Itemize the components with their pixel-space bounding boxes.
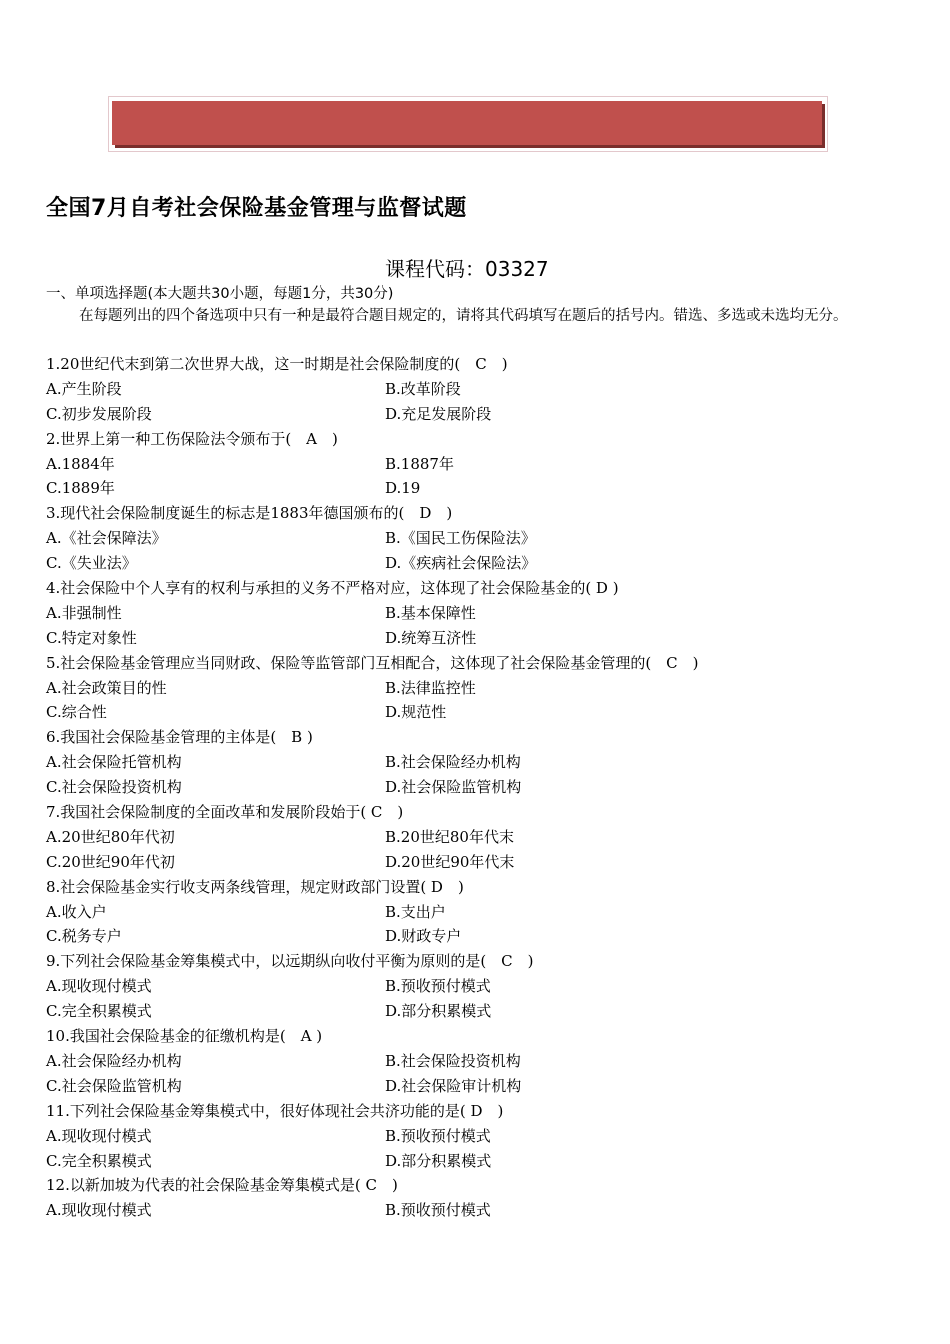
- question-stem: 8.社会保险基金实行收支两条线管理，规定财政部门设置( D ): [46, 877, 464, 896]
- question-stem: 5.社会保险基金管理应当同财政、保险等监管部门互相配合，这体现了社会保险基金管理的( C ): [46, 653, 699, 672]
- option-row: [46, 924, 906, 949]
- question-list: [46, 352, 906, 1223]
- option-row: [46, 999, 906, 1024]
- option-row: [46, 626, 906, 651]
- option-row: [46, 750, 906, 775]
- answer-option: C.《失业法》: [46, 554, 137, 573]
- answer-option: A.非强制性: [46, 603, 122, 622]
- question-stem: 11.下列社会保险基金筹集模式中，很好体现社会共济功能的是( D ): [46, 1101, 504, 1120]
- answer-option: D.20世纪90年代末: [385, 852, 515, 871]
- answer-option: A.社会政策目的性: [46, 678, 167, 697]
- answer-option: A.收入户: [46, 902, 107, 921]
- answer-option: C.社会保险投资机构: [46, 778, 182, 797]
- option-row: [46, 601, 906, 626]
- option-row: [46, 1124, 906, 1149]
- answer-option: B.预收预付模式: [385, 1126, 491, 1145]
- answer-option: A.社会保险托管机构: [46, 753, 182, 772]
- answer-option: C.完全积累模式: [46, 1002, 152, 1021]
- question-stem: 10.我国社会保险基金的征缴机构是( A ): [46, 1027, 323, 1046]
- course-code: 课程代码：03327: [385, 257, 549, 281]
- answer-option: A.产生阶段: [46, 379, 122, 398]
- question-stem: 12.以新加坡为代表的社会保险基金筹集模式是( C ): [46, 1176, 398, 1195]
- question-stem: 6.我国社会保险基金管理的主体是( B ): [46, 728, 313, 747]
- answer-option: A.20世纪80年代初: [46, 827, 175, 846]
- answer-option: D.《疾病社会保险法》: [385, 554, 537, 573]
- question-stem: 1.20世纪代末到第二次世界大战，这一时期是社会保险制度的( C ): [46, 355, 508, 373]
- answer-option: B.改革阶段: [385, 379, 461, 398]
- answer-option: B.20世纪80年代末: [385, 827, 514, 846]
- option-row: [46, 974, 906, 999]
- option-row: [46, 1074, 906, 1099]
- answer-option: C.20世纪90年代初: [46, 852, 175, 871]
- question-stem: 3.现代社会保险制度诞生的标志是1883年德国颁布的( D ): [46, 504, 453, 523]
- header-banner: [112, 101, 822, 145]
- answer-option: D.19: [385, 479, 421, 498]
- answer-option: B.预收预付模式: [385, 977, 491, 996]
- option-row: [46, 850, 906, 875]
- answer-option: A.现收现付模式: [46, 1201, 152, 1220]
- option-row: [46, 377, 906, 402]
- answer-option: A.现收现付模式: [46, 1126, 152, 1145]
- answer-option: B.社会保险经办机构: [385, 753, 521, 772]
- option-row: [46, 402, 906, 427]
- option-row: [46, 825, 906, 850]
- answer-option: D.统筹互济性: [385, 628, 477, 647]
- option-row: [46, 900, 906, 925]
- answer-option: B.基本保障性: [385, 603, 476, 622]
- answer-option: D.社会保险监管机构: [385, 778, 522, 797]
- option-row: [46, 775, 906, 800]
- answer-option: A.1884年: [46, 454, 115, 473]
- option-row: [46, 551, 906, 576]
- answer-option: D.部分积累模式: [385, 1002, 492, 1021]
- answer-option: D.部分积累模式: [385, 1151, 492, 1170]
- answer-option: B.支出户: [385, 902, 446, 921]
- option-row: [46, 676, 906, 701]
- answer-option: A.现收现付模式: [46, 977, 152, 996]
- question-stem: 2.世界上第一种工伤保险法令颁布于( A ): [46, 429, 338, 448]
- option-row: [46, 1049, 906, 1074]
- answer-option: D.充足发展阶段: [385, 404, 492, 423]
- option-row: [46, 1149, 906, 1174]
- section-heading: 一、单项选择题(本大题共30小题，每题1分，共30分): [46, 286, 394, 302]
- answer-option: C.完全积累模式: [46, 1151, 152, 1170]
- option-row: [46, 526, 906, 551]
- answer-option: B.预收预付模式: [385, 1201, 491, 1220]
- question-stem: 9.下列社会保险基金筹集模式中，以远期纵向收付平衡为原则的是( C ): [46, 952, 534, 971]
- exam-title: 全国7月自考社会保险基金管理与监督试题: [46, 196, 467, 221]
- answer-option: A.社会保险经办机构: [46, 1051, 182, 1070]
- option-row: [46, 476, 906, 501]
- answer-option: D.社会保险审计机构: [385, 1076, 522, 1095]
- answer-option: C.特定对象性: [46, 628, 137, 647]
- answer-option: C.1889年: [46, 479, 115, 498]
- answer-option: C.税务专户: [46, 927, 122, 946]
- section-instruction: 在每题列出的四个备选项中只有一种是最符合题目规定的，请将其代码填写在题后的括号内。错选、多选或未选均无分。: [79, 308, 848, 324]
- answer-option: D.规范性: [385, 703, 447, 722]
- answer-option: C.综合性: [46, 703, 107, 722]
- answer-option: B.《国民工伤保险法》: [385, 529, 536, 548]
- answer-option: C.初步发展阶段: [46, 404, 152, 423]
- answer-option: B.社会保险投资机构: [385, 1051, 521, 1070]
- option-row: [46, 452, 906, 477]
- option-row: [46, 700, 906, 725]
- question-stem: 7.我国社会保险制度的全面改革和发展阶段始于( C ): [46, 803, 404, 822]
- answer-option: D.财政专户: [385, 927, 462, 946]
- question-stem: 4.社会保险中个人享有的权利与承担的义务不严格对应，这体现了社会保险基金的( D ): [46, 579, 619, 598]
- answer-option: B.1887年: [385, 454, 454, 473]
- option-row: [46, 1198, 906, 1223]
- answer-option: A.《社会保障法》: [46, 529, 167, 548]
- answer-option: C.社会保险监管机构: [46, 1076, 182, 1095]
- answer-option: B.法律监控性: [385, 678, 476, 697]
